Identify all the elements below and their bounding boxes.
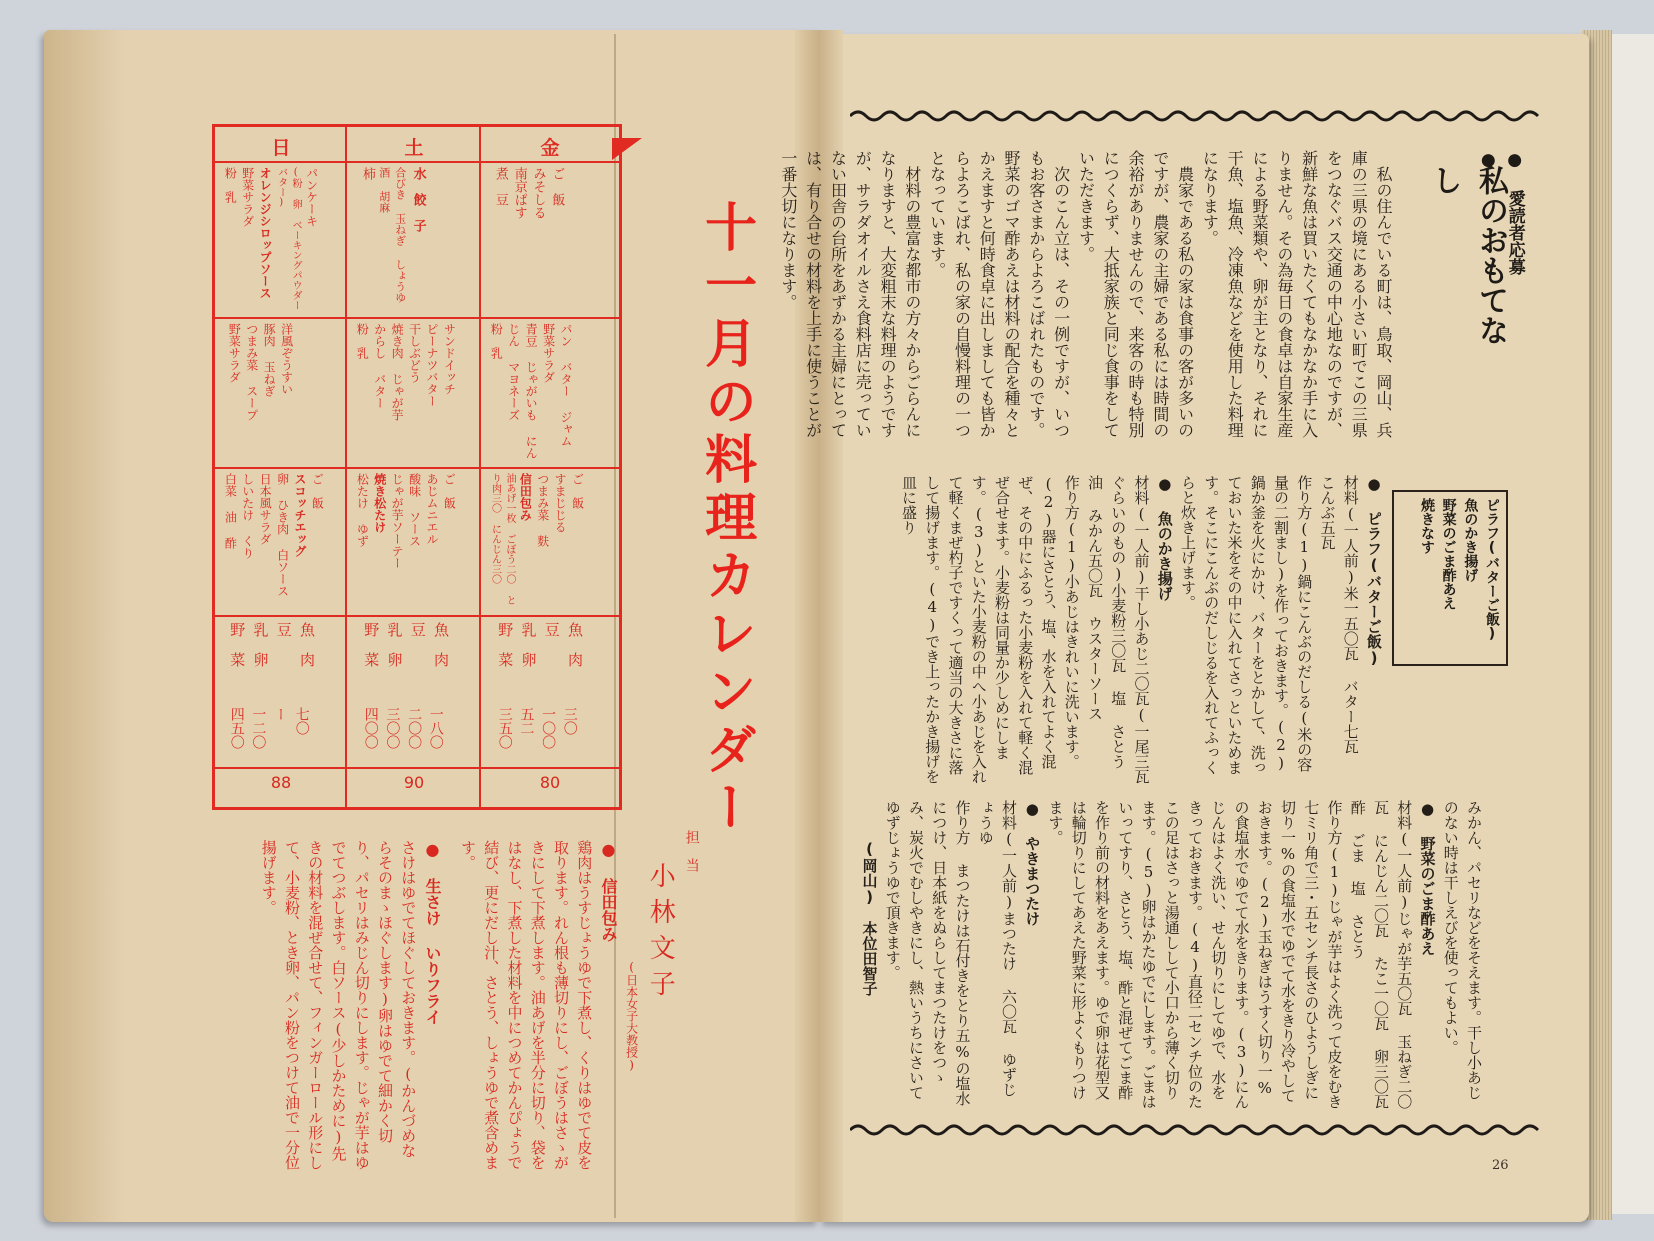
menu-item: しいたけ くり (240, 473, 255, 559)
menu-item: ご 飯 (310, 473, 325, 509)
grid-line (215, 615, 619, 617)
nutrition-label: 豆 (542, 622, 561, 637)
recipe-namasake (212, 840, 444, 1170)
menu-item: 青豆 じゃがいも にんじん マヨネーズ (506, 323, 539, 459)
grid-line (215, 317, 619, 319)
menu-item: オレンジシロップソース (258, 167, 273, 299)
nutrition-amount: 七〇 (293, 707, 310, 735)
nutrition-amount: 四〇〇 (362, 707, 379, 749)
menu-item: 洋風ぞうすい (279, 323, 294, 395)
fri-lunch (487, 323, 574, 463)
nutrition-amount: 一八〇 (427, 707, 444, 749)
menu-item: (粉 卵 ベーキングパウダー バター) (275, 167, 302, 310)
menu-item: 野菜サラダ (240, 167, 255, 227)
sat-dinner (353, 473, 457, 611)
nutrition-label: 魚 肉 (566, 622, 584, 667)
menu-item: 粉 乳 (489, 323, 504, 359)
recipe-heading-text: 信田包み (599, 878, 618, 942)
red-corner-mark (612, 138, 642, 160)
menu-item: パン バター ジャム (558, 323, 573, 447)
menu-item: からし バター (372, 323, 387, 409)
day-header-fri: 金 (540, 137, 560, 159)
sun-breakfast (221, 167, 320, 312)
menu-item: スコッチエッグ (292, 473, 307, 557)
recipe-method: 作り方(1)じゃが芋はよく洗って皮をむき七ミリ角で三・五センチ長さのひようしぎに切り一%の食塩水でゆでて水をきり冷やしておきます。(2)玉ねぎはうすく切り一%の食塩水でゆでて水をきります。(3)にんじんはよく洗い、せん切りにしてゆで、水をきっておきます。(4)直径二センチ位のたこの足はさっと湯通しして小口から薄く切ります。(5)卵はかたゆでにします。ごまはいってすり、さとう、塩、酢と混ぜてごま酢を作り前の材料をあえます。ゆで卵は花型又は輪切りにしてあえた野菜に形よくもりつけます。 (1046, 800, 1344, 1109)
byline-role: 担 当 (683, 830, 700, 872)
menu-item: 白菜 油 酢 (223, 473, 238, 549)
calendar-title: 十一月の料理カレンダー (695, 200, 756, 838)
menu-item: 粉 乳 (355, 323, 370, 359)
nutrition-label: 野 菜 (496, 622, 515, 667)
recipe-method: 作り方(1)鍋にこんぶのだしる(米の容量の二割まし)を作っておきます。(2)鍋か釜を火にかけ、バターをとかして、洗っておいた米をその中に入れてさっといためます。そこにこんぶのだしじるを入れてふっくらと炊き上げます。 (1179, 475, 1314, 775)
byline-author: 小林文子 (645, 862, 676, 1006)
day-header-sun: 日 (271, 137, 291, 159)
menu-item: 松たけ ゆず (355, 473, 370, 547)
menu-item: 水 餃 子 (410, 167, 426, 232)
recipe-heading-text: やきまつたけ (1023, 836, 1042, 926)
menu-box (1392, 490, 1508, 666)
nutrition-amount: 三〇 (561, 707, 578, 735)
category-text: 愛読者応募 (1504, 190, 1525, 275)
nutrition-amount: 三〇〇 (384, 707, 401, 749)
fri-calories: 80 (539, 773, 561, 792)
grid-line (215, 767, 619, 769)
menu-item: 信田包み (518, 473, 533, 521)
menu-item: 焼き肉 じゃが芋 (390, 323, 405, 421)
nutrition-label: 乳 卵 (385, 622, 404, 667)
recipe-shinoda (458, 840, 620, 1170)
grid-line (215, 467, 619, 469)
menu-item: 柿 (359, 167, 375, 180)
recipe-heading: ● 魚のかき揚げ (1155, 475, 1174, 601)
menu-item: ご 飯 (549, 167, 565, 206)
page-number: 26 (1492, 1158, 1509, 1173)
recipe-heading: ● 野菜のごま酢あえ (1418, 800, 1437, 956)
nutrition-amount: 二〇〇 (406, 707, 423, 749)
menu-item: 煮 豆 (492, 167, 508, 206)
recipe-body: 鶏肉はうすじょうゆで下煮し、くりはゆでて皮を取ります。れん根も薄切りにし、ごぼうはさゝがきにして下煮します。油あげを半分に切り、袋をはなし、下煮した材料を中につめてかんぴょうで結び、更にだし汁、さとう、しょうゆで煮含めます。 (458, 840, 594, 1170)
recipe-ingredients: 材料(一人前)まつたけ 六〇瓦 ゆずじょうゆ (976, 800, 1018, 1097)
nutrition-label: 野 菜 (362, 622, 381, 667)
fri-amounts (493, 707, 580, 767)
article-intro (778, 150, 1395, 450)
menu-box-item: 焼きなす (1418, 498, 1435, 554)
recipe-heading-text: 野菜のごま酢あえ (1418, 836, 1437, 956)
byline-affiliation: (日本女子大教授) (624, 960, 639, 1072)
intro-paragraph: 私の住んでいる町は、鳥取、岡山、兵庫の三県の境にある小さい町でこの三県をつなぐバス交通の中心地なのですが、新鮮な魚は買いたくてもなかなか手に入りません。その為毎日の食卓は自家生産による野菜類や、卵が主となり、それに干魚、塩魚、冷凍魚などを使用した料理になります。 (1200, 150, 1393, 438)
recipe-heading: ● 信田包み (599, 840, 618, 942)
recipe-heading-text: 生さけ いりフライ (423, 878, 442, 1025)
menu-item: 合びき 玉ねぎ しょうゆ 酒 胡麻 (377, 167, 407, 303)
nutrition-label: 豆 (274, 622, 293, 637)
menu-item: 干しぶどう (407, 323, 422, 383)
nutrition-amount: 三五〇 (496, 707, 513, 749)
menu-item: 日本風サラダ (258, 473, 273, 545)
grid-line (215, 161, 619, 163)
sun-nutrition (225, 622, 318, 707)
menu-item: サンドイッチ (442, 323, 457, 395)
nutrition-label: 魚 肉 (298, 622, 316, 667)
recipe-method: 作り方(1)小あじはきれいに洗います。(2)器にさとう、塩、水を入れてよく混ぜ、その中にふるった小麦粉を入れて軽く混ぜ合せます。小麦粉は同量か少しめにします。(3)といた小麦粉の中へ小あじを入れて軽くまぜ杓子ですくって適当の大きさに落して揚げます。(4)でき上ったかき揚げを皿に盛り (900, 475, 1081, 784)
menu-item: パンケーキ (304, 167, 319, 227)
recipes-goma-matsutake (860, 800, 1485, 1110)
sun-lunch (225, 323, 295, 463)
menu-item: 焼き松たけ (372, 473, 387, 533)
menu-item: ピーナツバター (424, 323, 439, 407)
recipe-heading-text: ピラフ(バターご飯) (1365, 511, 1383, 667)
recipe-ingredients: 材料(一人前)干し小あじ二〇瓦(一尾三瓦ぐらいのもの)小麦粉三〇瓦 塩 さとう 油 みかん五〇瓦 ウスターソース (1086, 475, 1151, 784)
menu-item: ご 飯 (442, 473, 457, 509)
sun-calories: 88 (270, 773, 292, 792)
nutrition-label: 魚 肉 (432, 622, 450, 667)
menu-item: 卵 ひき肉 白ソース (275, 473, 290, 597)
nutrition-amount: 五二 (518, 707, 535, 735)
menu-item: 豚肉 玉ねぎ (262, 323, 277, 397)
nutrition-label: 豆 (408, 622, 427, 637)
nutrition-amount: ー (272, 707, 289, 721)
intro-paragraph: 農家である私の家は食事の客が多いのですが、農家の主婦である私には時間の余裕がありませんので、来客の時も特別につくらず、大抵家族と同じ食事をしていただきます。 (1076, 150, 1195, 438)
menu-box-item: 野菜のごま酢あえ (1440, 498, 1457, 610)
menu-item: つまみ菜 麩 (535, 473, 550, 547)
menu-item: 野菜サラダ (227, 323, 242, 383)
article-author (857, 800, 880, 1110)
sun-dinner (221, 473, 325, 611)
nutrition-amount: 一〇〇 (540, 707, 557, 749)
recipes-pilaf-kakiage (865, 475, 1385, 785)
menu-item: つまみ菜 スープ (244, 323, 259, 421)
menu-item: 南京ぱす (511, 167, 527, 219)
recipe-heading: ● ピラフ(バターご飯) (1365, 475, 1383, 667)
menu-item: じゃが芋ソーテー (390, 473, 405, 569)
recipe-ingredients: 材料(一人前)米一五〇瓦 バター七瓦 こんぶ五瓦 (1318, 475, 1360, 754)
menu-item: みそしる (530, 167, 546, 219)
recipe-note: みかん、パセリなどをそえます。干し小あじのない時は干しえびを使ってもよい。 (1441, 800, 1483, 1100)
sat-breakfast (357, 167, 427, 312)
wavy-border-bottom (850, 1122, 1540, 1138)
intro-paragraph: 材料の豊富な都市の方々からごらんになりますと、大変粗末な料理のようですが、サラダオイルさえ食料店に売っていない田舎の台所をあずかる主婦にとっては、有り合せの材料を上手に使うことが一番大切になります。 (778, 150, 922, 438)
recipe-ingredients: 材料(一人前)じゃが芋五〇瓦 玉ねぎ二〇瓦 にんじん二〇瓦 たこ一〇瓦 卵三〇瓦 酢 ごま 塩 さとう (1348, 800, 1414, 1109)
nutrition-amount: 四五〇 (228, 707, 245, 749)
fri-nutrition (493, 622, 586, 707)
menu-item: 野菜サラダ (541, 323, 556, 383)
nutrition-label: 野 菜 (228, 622, 247, 667)
menu-item: 粉 乳 (223, 167, 238, 203)
menu-item: 油あげ一枚 ごぼう二〇 とり肉三〇 にんじん三〇 (489, 473, 515, 605)
author-prefecture: (岡山) (860, 840, 879, 906)
menu-box-item: 魚のかき揚げ (1462, 498, 1479, 582)
recipe-method: 作り方 まつたけは石付きをとり五%の塩水につけ、日本紙をぬらしてまつたけをつゝみ、炭火でむしやきにし、熱いうちにさいてゆずじょうゆで頂きます。 (883, 800, 972, 1106)
recipe-heading: ● 生さけ いりフライ (423, 840, 442, 1025)
left-page-edge (44, 30, 124, 1222)
menu-item: ご 飯 (570, 473, 585, 509)
menu-item: あじムニエル (424, 473, 439, 545)
menu-box-item: ピラフ(バターご飯) (1484, 498, 1500, 642)
sat-calories: 90 (403, 773, 425, 792)
recipe-heading: ● やきまつたけ (1023, 800, 1042, 926)
nutrition-label: 乳 卵 (251, 622, 270, 667)
sat-amounts (359, 707, 446, 767)
fri-breakfast (490, 167, 565, 312)
author-name: 本位田智子 (860, 921, 879, 996)
fri-dinner (487, 473, 586, 611)
wavy-border-top (850, 108, 1540, 124)
sun-amounts (225, 707, 312, 767)
sat-nutrition (359, 622, 452, 707)
article-title: 私のおもてなし (1426, 165, 1508, 345)
article-category: ● 愛読者応募 ● (1478, 150, 1525, 275)
nutrition-label: 乳 卵 (519, 622, 538, 667)
recipe-body: さけはゆでてほぐしておきます。(かんづめならそのまゝほぐします)卵はゆでて細かく切り、パセリはみじん切りにします。じゃが芋はゆでてつぶします。白ソース(少しかために)先きの材料を混ぜ合せて、フィンガーロール形にして、小麦粉、とき卵、パン粉をつけて油で一分位揚げます。 (259, 840, 418, 1170)
nutrition-amount: 一二〇 (250, 707, 267, 749)
day-header-sat: 土 (404, 137, 424, 159)
intro-paragraph: 次のこん立は、その一例ですが、いつもお客さまからよろこばれたものです。野菜のゴマ酢あえは材料の配合を種々とかえますと何時食卓に出しましても皆からよろこばれ、私の家の自慢料理の一つとなっています。 (927, 150, 1071, 438)
menu-calendar-table (212, 124, 622, 810)
recipe-heading-text: 魚のかき揚げ (1155, 511, 1174, 601)
sat-lunch (353, 323, 457, 463)
menu-item: すまじじる (553, 473, 568, 533)
menu-item: 酸味 ソース (407, 473, 422, 547)
